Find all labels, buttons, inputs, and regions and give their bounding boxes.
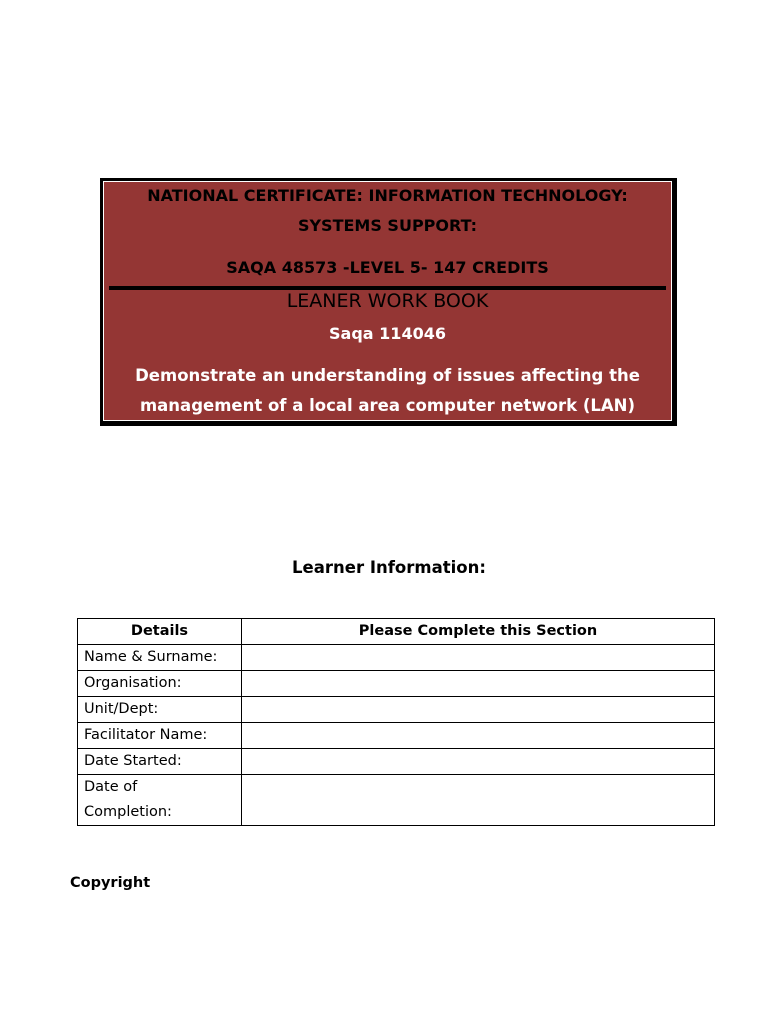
table-header-row: [78, 619, 715, 645]
date-started-label: Date Started:: [78, 749, 242, 775]
table-row: [78, 671, 715, 697]
table-row: [78, 749, 715, 775]
name-surname-label: Name & Surname:: [78, 645, 242, 671]
work-book-title: LEANER WORK BOOK: [286, 290, 489, 312]
table-row: [78, 723, 715, 749]
complete-section-column-header: Please Complete this Section: [242, 619, 715, 645]
table-row: [78, 697, 715, 723]
table-row: [78, 645, 715, 671]
description-line-1: Demonstrate an understanding of issues affecting the: [135, 366, 640, 385]
facilitator-name-field[interactable]: [242, 723, 715, 749]
learner-information-heading: Learner Information:: [292, 558, 486, 577]
organisation-field[interactable]: [242, 671, 715, 697]
date-of-completion-label: [78, 775, 242, 826]
systems-support-title: SYSTEMS SUPPORT:: [297, 216, 478, 235]
title-banner-panel: [103, 181, 672, 421]
copyright-notice: Copyright: [70, 875, 151, 891]
unit-dept-label: Unit/Dept:: [78, 697, 242, 723]
unit-standard-number: Saqa 114046: [329, 324, 446, 343]
date-of-completion-label-line-2: Completion:: [84, 804, 172, 820]
unit-dept-field[interactable]: [242, 697, 715, 723]
date-started-field[interactable]: [242, 749, 715, 775]
description-line-2: management of a local area computer network (LAN): [139, 396, 636, 415]
organisation-label: Organisation:: [78, 671, 242, 697]
date-of-completion-label-line-1: Date of: [84, 779, 138, 795]
facilitator-name-label: Facilitator Name:: [78, 723, 242, 749]
details-column-header: Details: [78, 619, 242, 645]
title-banner: [100, 178, 677, 426]
learner-information-table: [77, 618, 715, 826]
name-surname-field[interactable]: [242, 645, 715, 671]
date-of-completion-field[interactable]: [242, 775, 715, 826]
national-certificate-title: NATIONAL CERTIFICATE: INFORMATION TECHNOLOGY:: [147, 186, 628, 205]
table-row: [78, 775, 715, 826]
saqa-credits-line: SAQA 48573 -LEVEL 5- 147 CREDITS: [226, 258, 549, 277]
